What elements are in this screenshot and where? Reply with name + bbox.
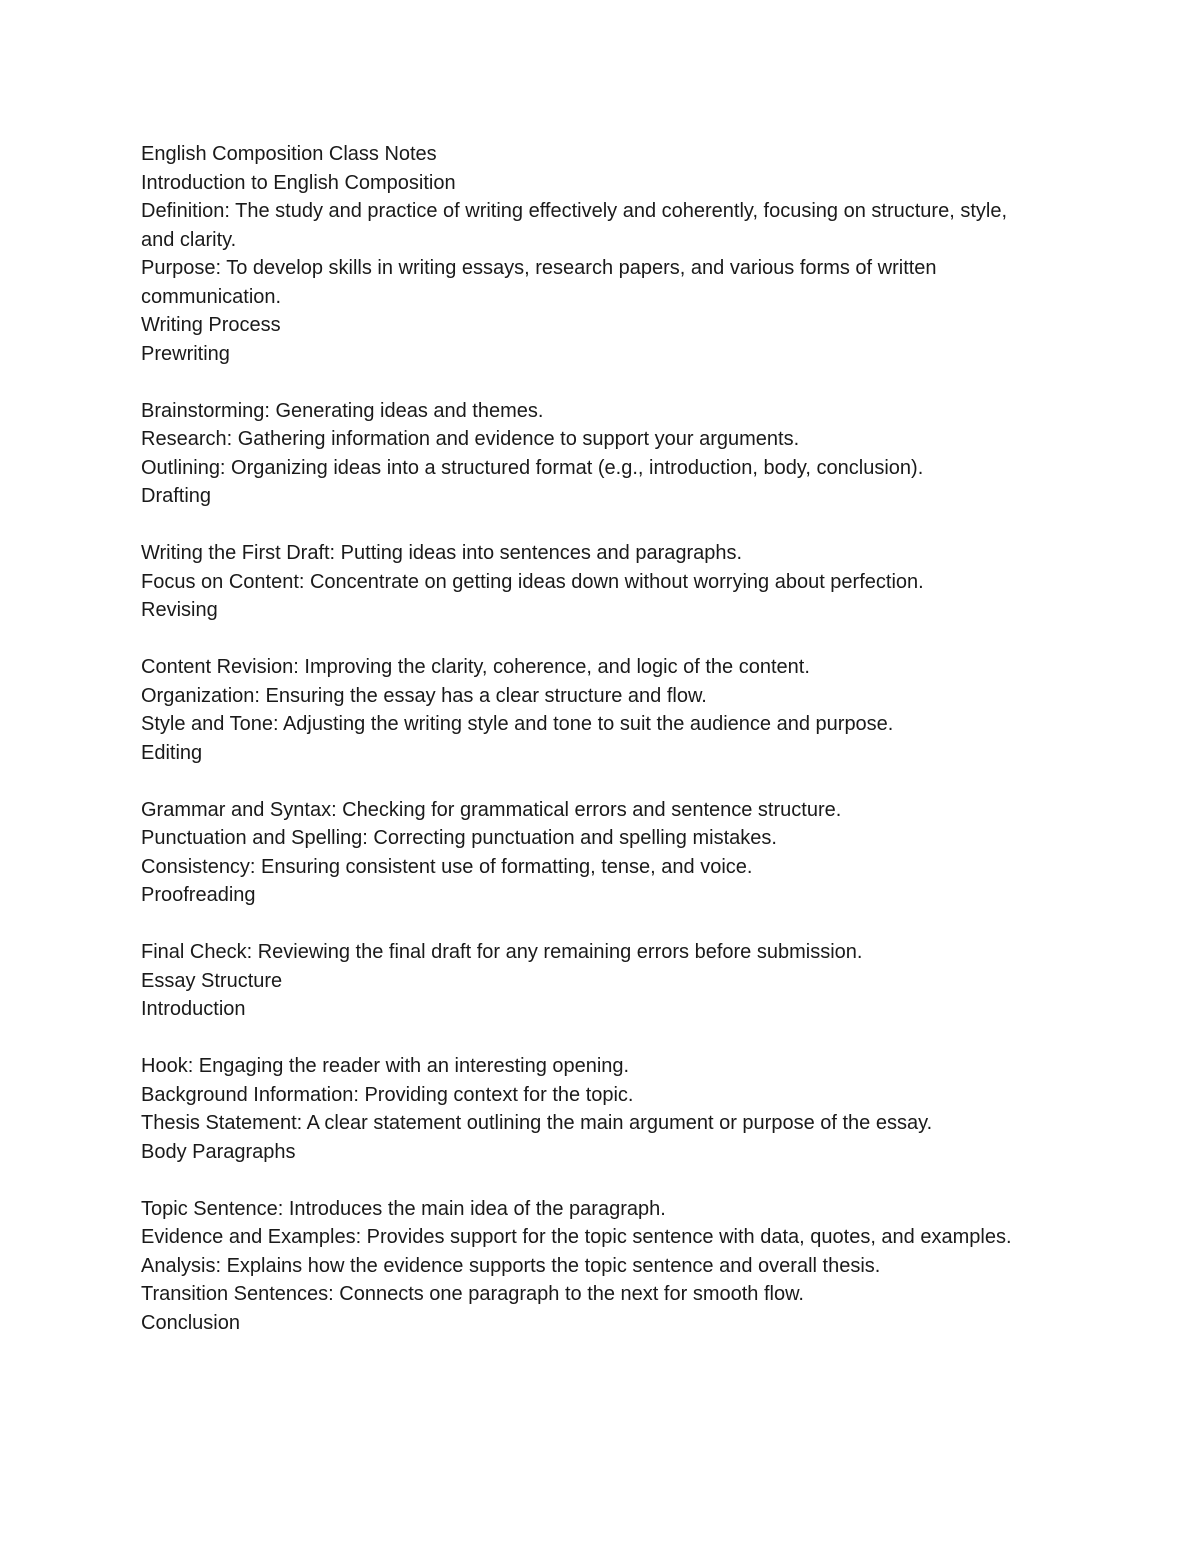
blank-line [141, 511, 1041, 540]
blank-line [141, 910, 1041, 939]
list-item: Writing the First Draft: Putting ideas into sentences and paragraphs. [141, 542, 743, 564]
list-item: Evidence and Examples: Provides support for the topic sentence with data, quotes, and examples. [141, 1226, 1012, 1248]
blank-line [141, 1166, 1041, 1195]
list-item: Research: Gathering information and evidence to support your arguments. [141, 428, 800, 450]
editing-heading: Editing [141, 741, 203, 764]
purpose-text: Purpose: To develop skills in writing essays, research papers, and various forms of written communication. [141, 257, 937, 308]
list-item: Analysis: Explains how the evidence supports the topic sentence and overall thesis. [141, 1254, 881, 1277]
list-item: Content Revision: Improving the clarity, coherence, and logic of the content. [141, 656, 810, 678]
list-item: Outlining: Organizing ideas into a structured format (e.g., introduction, body, conclusion). [141, 456, 924, 479]
list-item: Style and Tone: Adjusting the writing style and tone to suit the audience and purpose. [141, 713, 894, 735]
introduction-heading: Introduction [141, 998, 246, 1020]
drafting-heading: Drafting [141, 485, 212, 507]
list-item: Thesis Statement: A clear statement outlining the main argument or purpose of the essay. [141, 1112, 933, 1134]
definition-text: Definition: The study and practice of writing effectively and coherently, focusing on structure, style, and clarity. [141, 200, 1008, 251]
conclusion-heading: Conclusion [141, 1311, 240, 1334]
blank-line [141, 767, 1041, 796]
list-item: Organization: Ensuring the essay has a clear structure and flow. [141, 684, 707, 707]
document-content [141, 140, 1041, 1337]
list-item: Punctuation and Spelling: Correcting punctuation and spelling mistakes. [141, 827, 777, 849]
list-item: Brainstorming: Generating ideas and themes. [141, 399, 544, 422]
list-item: Final Check: Reviewing the final draft for any remaining errors before submission. [141, 941, 863, 963]
list-item: Grammar and Syntax: Checking for grammatical errors and sentence structure. [141, 798, 842, 821]
list-item: Focus on Content: Concentrate on getting ideas down without worrying about perfection. [141, 570, 924, 593]
prewriting-heading: Prewriting [141, 342, 230, 365]
revising-heading: Revising [141, 599, 218, 621]
essay-structure-heading: Essay Structure [141, 969, 283, 992]
blank-line [141, 625, 1041, 654]
blank-line [141, 368, 1041, 397]
list-item: Topic Sentence: Introduces the main idea of the paragraph. [141, 1197, 666, 1220]
blank-line [141, 1024, 1041, 1053]
document-title: English Composition Class Notes [141, 143, 437, 165]
list-item: Consistency: Ensuring consistent use of formatting, tense, and voice. [141, 855, 753, 878]
proofreading-heading: Proofreading [141, 884, 256, 906]
writing-process-heading: Writing Process [141, 314, 281, 336]
intro-heading: Introduction to English Composition [141, 171, 456, 194]
list-item: Transition Sentences: Connects one paragraph to the next for smooth flow. [141, 1283, 804, 1305]
list-item: Background Information: Providing context for the topic. [141, 1083, 634, 1106]
list-item: Hook: Engaging the reader with an interesting opening. [141, 1055, 630, 1077]
body-paragraphs-heading: Body Paragraphs [141, 1140, 296, 1163]
